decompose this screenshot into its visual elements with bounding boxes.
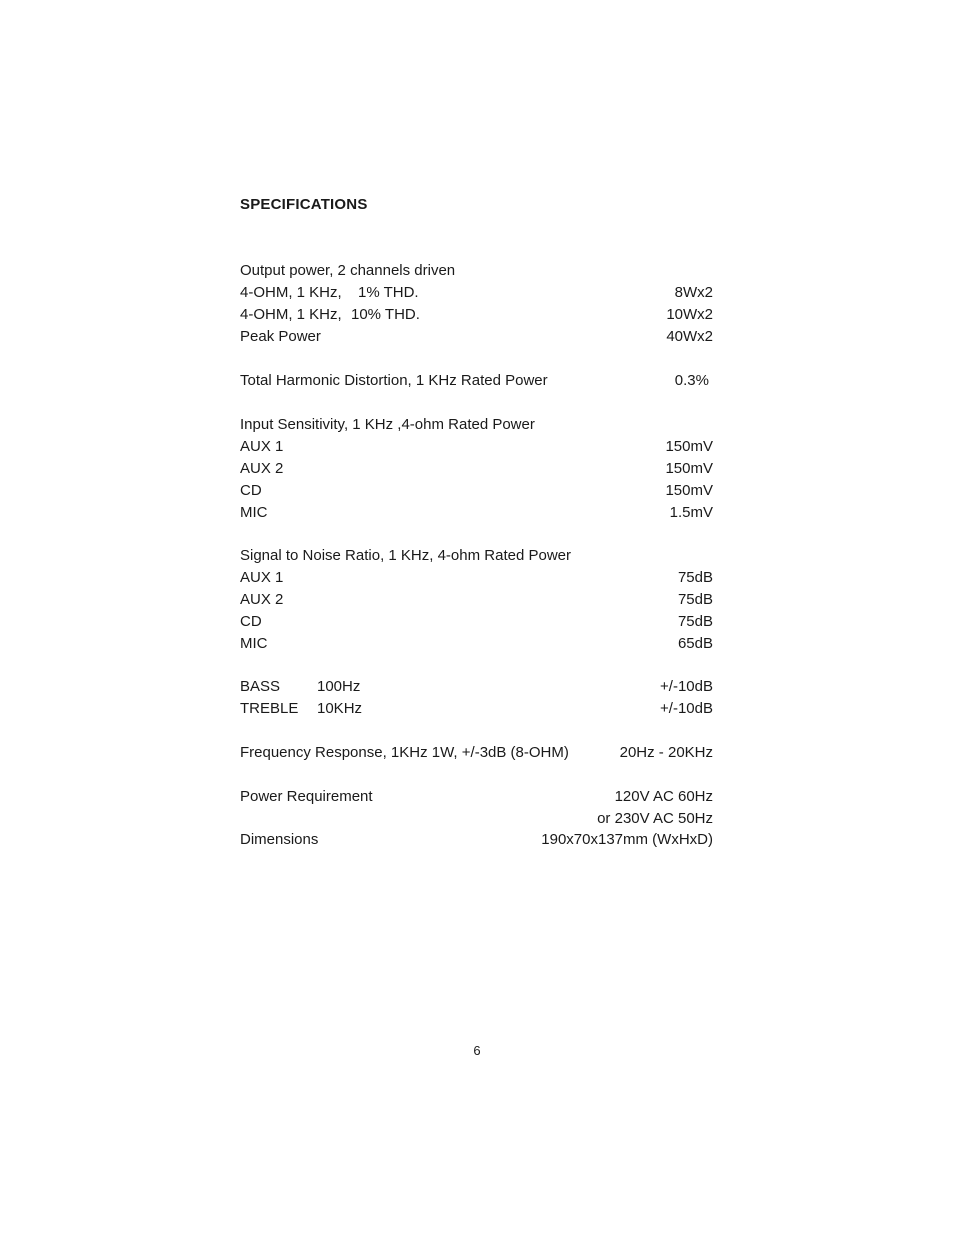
spec-label: AUX 1 — [240, 438, 284, 455]
spec-label: BASS — [240, 678, 281, 695]
page-number: 6 — [473, 1043, 481, 1058]
spec-row — [240, 698, 713, 720]
spec-value: +/-10dB — [660, 678, 713, 695]
spec-row — [240, 611, 713, 633]
input-sensitivity-heading-row — [240, 414, 713, 436]
spec-value: 1.5mV — [669, 504, 713, 521]
spec-value: 75dB — [677, 591, 713, 608]
spec-row — [240, 304, 713, 326]
spec-label: Total Harmonic Distortion, 1 KHz Rated Power — [240, 372, 548, 389]
spec-label: TREBLE — [240, 700, 299, 717]
spec-label: Peak Power — [240, 328, 321, 345]
snr-heading: Signal to Noise Ratio, 1 KHz, 4-ohm Rated Power — [240, 547, 571, 564]
spec-row — [240, 282, 713, 304]
spec-row — [240, 370, 713, 392]
spec-value: 40Wx2 — [666, 328, 713, 345]
spec-value: +/-10dB — [660, 700, 713, 717]
spec-value: 65dB — [677, 635, 713, 652]
spec-label: Dimensions — [240, 831, 319, 848]
spec-label: Power Requirement — [240, 788, 373, 805]
spec-label: CD — [240, 613, 262, 630]
spec-value: 10Wx2 — [666, 306, 713, 323]
spec-label: MIC — [240, 504, 268, 521]
spec-row — [240, 808, 713, 830]
spec-label: AUX 2 — [240, 591, 284, 608]
page-title: SPECIFICATIONS — [240, 196, 368, 213]
spec-label: AUX 1 — [240, 569, 284, 586]
spec-value: 150mV — [665, 482, 713, 499]
spec-row — [240, 567, 713, 589]
spec-label: 4-OHM, 1 KHz, — [240, 306, 342, 323]
spec-value: 75dB — [677, 613, 713, 630]
spec-value: 190x70x137mm (WxHxD) — [541, 831, 713, 848]
spec-label: AUX 2 — [240, 460, 284, 477]
spec-label: MIC — [240, 635, 268, 652]
spec-sublabel: 10KHz — [317, 700, 363, 717]
spec-sublabel: 100Hz — [317, 678, 361, 695]
spec-value: or 230V AC 50Hz — [597, 810, 713, 827]
spec-row — [240, 436, 713, 458]
spec-value: 150mV — [665, 460, 713, 477]
spec-row — [240, 829, 713, 851]
spec-label: Frequency Response, 1KHz 1W, +/-3dB (8-OHM) — [240, 744, 569, 761]
output-power-heading-row — [240, 260, 713, 282]
spec-label: 4-OHM, 1 KHz, — [240, 284, 342, 301]
spec-row — [240, 742, 713, 764]
spec-row — [240, 676, 713, 698]
spec-row — [240, 480, 713, 502]
spec-sublabel: 10% THD. — [351, 306, 420, 323]
spec-value: 120V AC 60Hz — [614, 788, 713, 805]
spec-row — [240, 326, 713, 348]
spec-value: 0.3% — [674, 372, 709, 389]
spec-row — [240, 786, 713, 808]
snr-heading-row — [240, 545, 713, 567]
spec-value: 20Hz - 20KHz — [619, 744, 713, 761]
spec-row — [240, 458, 713, 480]
spec-row — [240, 502, 713, 524]
spec-row — [240, 589, 713, 611]
output-power-heading: Output power, 2 channels driven — [240, 262, 456, 279]
spec-row — [240, 633, 713, 655]
spec-value: 75dB — [677, 569, 713, 586]
spec-sublabel: 1% THD. — [358, 284, 419, 301]
spec-label: CD — [240, 482, 262, 499]
spec-value: 150mV — [665, 438, 713, 455]
spec-value: 8Wx2 — [674, 284, 713, 301]
input-sensitivity-heading: Input Sensitivity, 1 KHz ,4-ohm Rated Power — [240, 416, 535, 433]
